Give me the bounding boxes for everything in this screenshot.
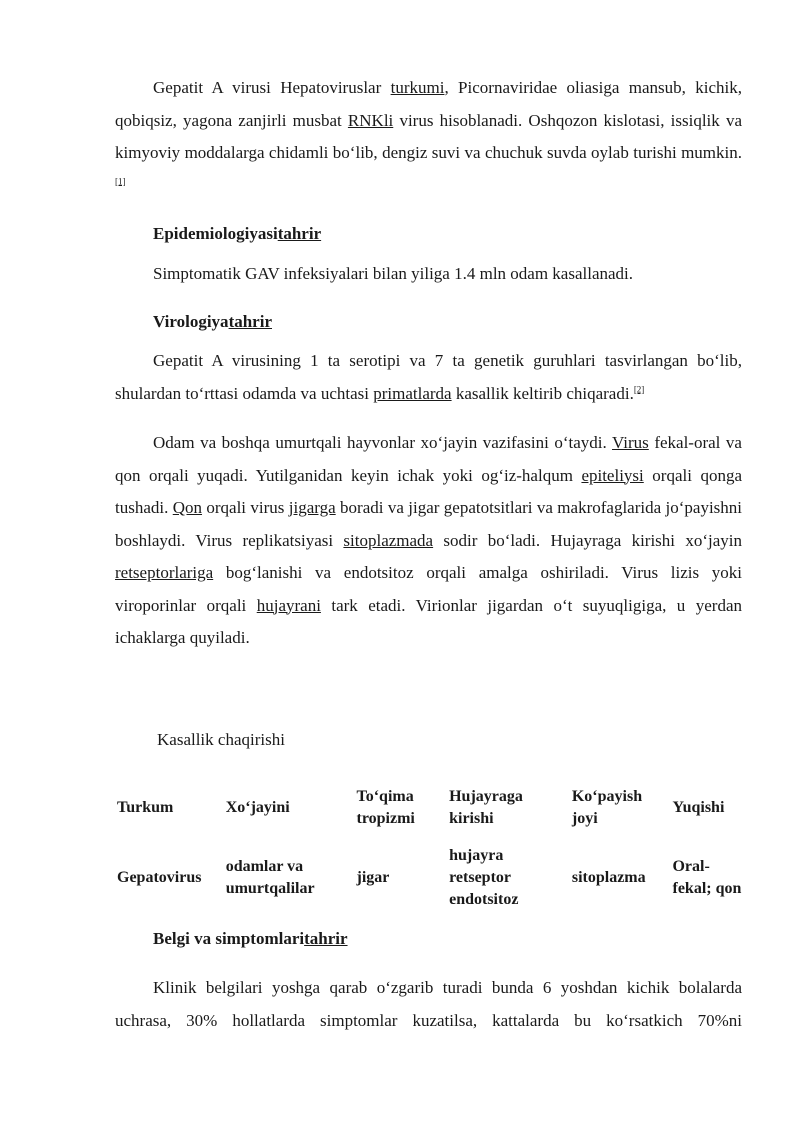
- epidemiology-text: Simptomatik GAV infeksiyalari bilan yiliga 1.4 mln odam kasallanadi.: [153, 264, 634, 283]
- edit-link-virology[interactable]: tahrir: [228, 312, 272, 331]
- paragraph-virology: [115, 345, 742, 410]
- host-text-1: Odam va boshqa umurtqali hayvonlar xo‘jayin vazifasini o‘taydi.: [153, 433, 613, 452]
- link-rnkli[interactable]: RNKli: [347, 110, 394, 130]
- table-cell: odamlar va umurtqalilar: [225, 858, 315, 897]
- virology-text-2: kasallik keltirib chiqaradi.: [451, 383, 634, 403]
- link-turkumi[interactable]: turkumi: [390, 78, 445, 97]
- link-qon[interactable]: Qon: [172, 498, 203, 517]
- heading-virology: [115, 306, 742, 339]
- table-cell: hujayra retseptor endotsitoz: [449, 847, 519, 908]
- host-text-4: orqali virus: [202, 498, 289, 517]
- link-virus[interactable]: Virus: [612, 433, 649, 452]
- disease-table: [115, 778, 745, 918]
- link-retseptorlariga[interactable]: retseptorlariga: [115, 563, 214, 582]
- intro-text-1: Gepatit A virusi Hepatoviruslar: [153, 78, 391, 97]
- table-cell: Gepatovirus: [117, 869, 202, 886]
- virology-text-1: Gepatit A virusining 1 ta serotipi va 7 ta genetik guruhlari tasvirlangan bo‘lib, shulardan to‘rttasi odamda va uchtasi: [115, 351, 742, 403]
- host-text-6: sodir bo‘ladi. Hujayraga kirishi xo‘jayin: [433, 530, 742, 550]
- link-sitoplazmada[interactable]: sitoplazmada: [343, 530, 434, 550]
- host-text-8: tark etadi. Virionlar jigardan o‘t suyuqligiga, u yerdan ichaklarga quyiladi.: [115, 595, 742, 647]
- host-text-3: orqali qonga tushadi.: [115, 465, 742, 517]
- table-cell: jigar: [356, 869, 390, 886]
- host-text-7: bog‘lanishi va endotsitoz orqali amalga oshiriladi. Virus lizis yoki viroporinlar orqali: [115, 563, 742, 615]
- host-text-5: boradi va jigar gepatotsitlari va makrofaglarida jo‘payishni boshlaydi. Virus replikatsiyasi: [115, 498, 743, 550]
- heading-symptoms-text: Belgi va simptomlari: [153, 929, 305, 948]
- table-header-cell: Turkum: [117, 799, 174, 816]
- table-cell: sitoplazma: [571, 869, 646, 886]
- table-header-row: [115, 778, 745, 838]
- host-text-2: fekal-oral va qon orqali yuqadi. Yutilganidan keyin ichak yoki og‘iz-halqum: [115, 433, 742, 485]
- paragraph-host: [115, 427, 742, 655]
- edit-link-epidemiology[interactable]: tahrir: [277, 224, 322, 243]
- table-header-cell: Xo‘jayini: [225, 799, 290, 816]
- table-header-cell: To‘qima tropizmi: [356, 788, 415, 827]
- symptoms-text: Klinik belgilari yoshga qarab o‘zgarib turadi bunda 6 yoshdan kichik bolalarda uchrasa, 30% hollatlarda simptomlar kuzatilsa, kattalarda bu ko‘rsatkich 70%ni: [115, 978, 742, 1030]
- link-jigarga[interactable]: jigarga: [288, 498, 336, 517]
- heading-epidemiology-text: Epidemiologiyasi: [153, 224, 278, 243]
- heading-epidemiology: [115, 218, 742, 251]
- link-epiteliysi[interactable]: epiteliysi: [581, 465, 644, 485]
- intro-text-2: , Picornaviridae oliasiga mansub, kichik, qobiqsiz, yagona zanjirli musbat: [115, 78, 742, 130]
- table-cell: Oral-fekal; qon: [672, 858, 742, 897]
- link-hujayrani[interactable]: hujayrani: [256, 595, 321, 615]
- link-primatlarda[interactable]: primatlarda: [373, 383, 452, 403]
- reference-1[interactable]: [1]: [115, 175, 126, 186]
- table-header-cell: Ko‘payish joyi: [571, 788, 643, 827]
- reference-2[interactable]: [2]: [633, 383, 645, 394]
- paragraph-epidemiology: [115, 258, 742, 291]
- table-header-cell: Hujayraga kirishi: [449, 788, 523, 827]
- paragraph-symptoms: [115, 972, 742, 1037]
- heading-virology-text: Virologiya: [153, 312, 229, 331]
- edit-link-symptoms[interactable]: tahrir: [304, 929, 348, 948]
- table-row: [115, 838, 745, 918]
- heading-symptoms: [115, 923, 742, 956]
- table-caption: Kasallik chaqirishi: [157, 730, 285, 749]
- table-header-cell: Yuqishi: [672, 799, 725, 816]
- intro-text-3: virus hisoblanadi. Oshqozon kislotasi, issiqlik va kimyoviy moddalarga chidamli bo‘lib, dengiz suvi va chuchuk suvda oylab turishi mumkin.: [115, 110, 742, 162]
- paragraph-intro: [115, 72, 742, 202]
